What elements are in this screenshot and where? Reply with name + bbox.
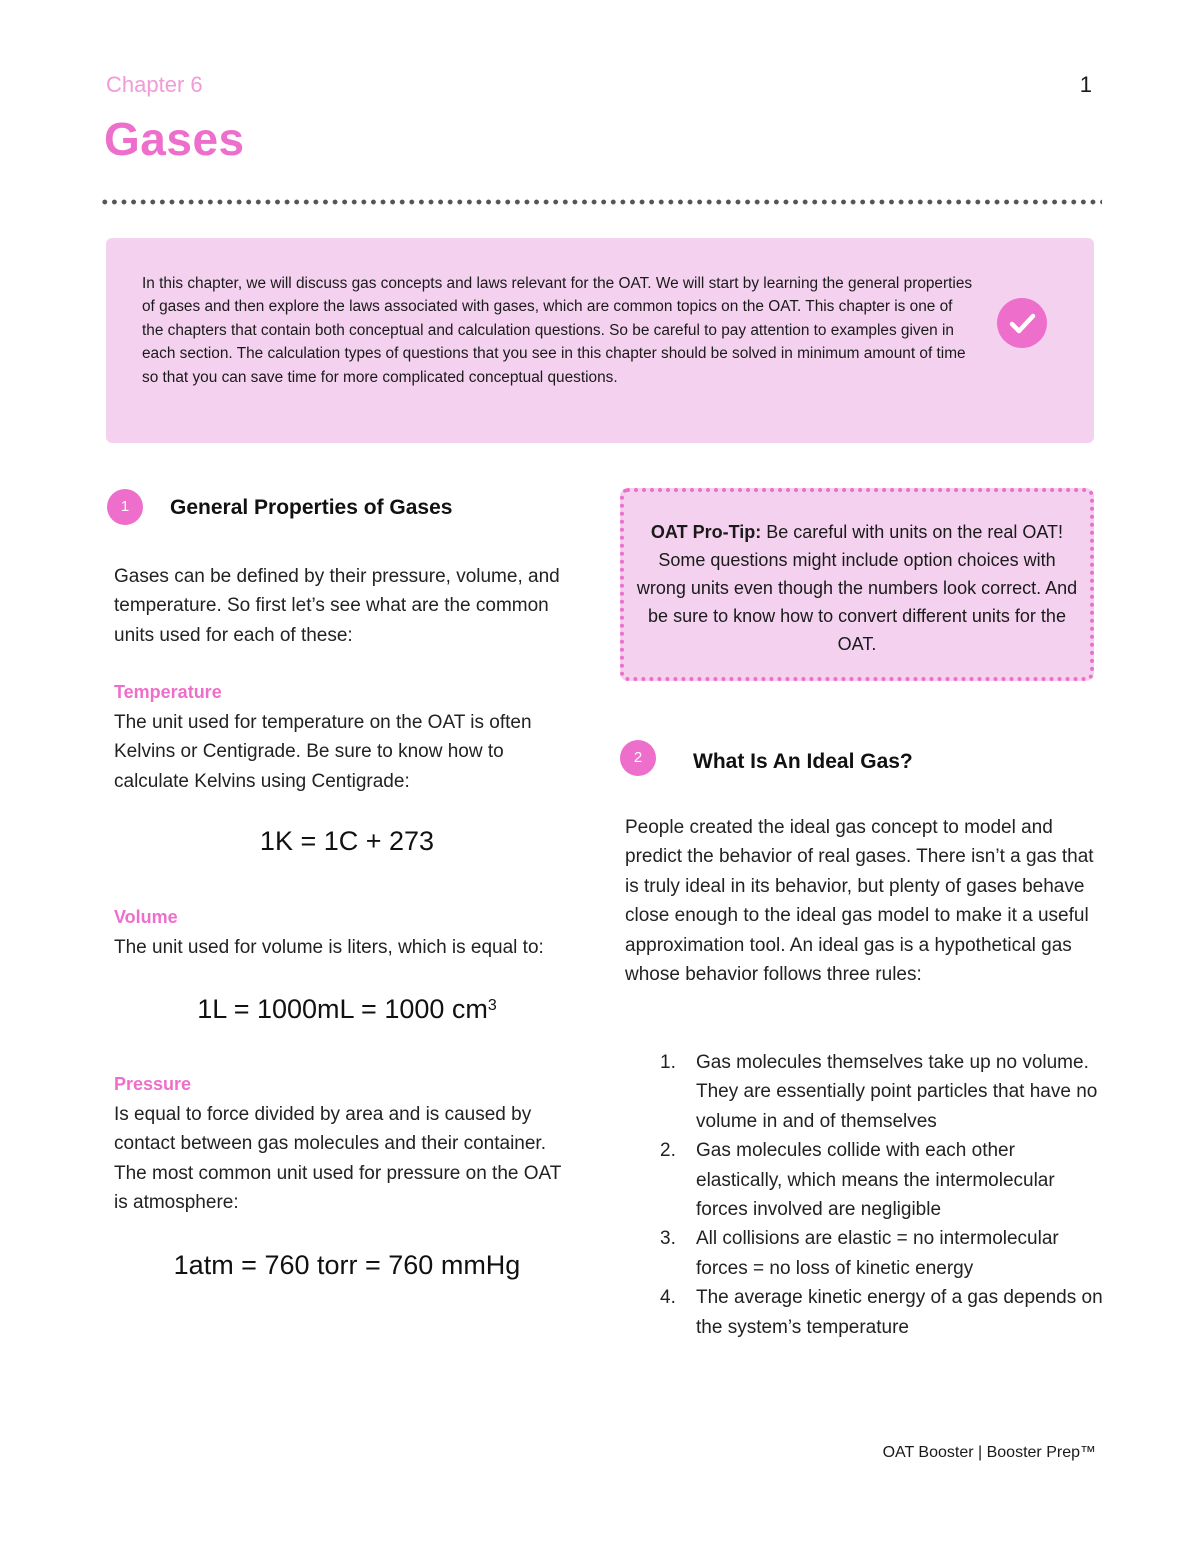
list-item-text: All collisions are elastic = no intermolecular forces = no loss of kinetic energy (696, 1228, 1059, 1279)
intro-box (106, 238, 1094, 443)
list-item-number: 2. (660, 1140, 676, 1162)
page-footer: OAT Booster | Booster Prep™ (882, 1444, 1096, 1461)
section-number-badge: 1 (107, 489, 143, 525)
list-item-number: 1. (660, 1052, 676, 1073)
volume-equation (114, 994, 580, 1025)
chapter-label: Chapter 6 (106, 72, 203, 97)
volume-text: The unit used for volume is liters, which is equal to: (114, 937, 544, 958)
list-item (656, 1283, 1106, 1342)
intro-text: In this chapter, we will discuss gas concepts and laws relevant for the OAT. We will start by learning the general properties of gases and then explore the laws associated with gases, which are common topics on the OAT. This chapter is one of the chapters that contain both conceptual and calculation questions. So be careful to pay attention to examples given in each section. The calculation types of questions that you see in this chapter should be solved in minimum amount of time so that you can save time for more complicated conceptual questions. (142, 275, 973, 386)
check-circle-icon (997, 298, 1047, 348)
list-item-text: The average kinetic energy of a gas depends on the system’s temperature (696, 1287, 1103, 1338)
volume-equation-exponent: 3 (487, 997, 497, 1014)
ideal-gas-rules-list (656, 1048, 1106, 1342)
ideal-gas-intro-text: People created the ideal gas concept to model and predict the behavior of real gases. There isn’t a gas that is truly ideal in its behavior, but plenty of gases behave close enough to the ideal gas model to make it a useful approximation tool. An ideal gas is a hypothetical gas whose behavior follows three rules: (625, 817, 1094, 986)
page-number: 1 (1079, 72, 1092, 97)
pressure-heading: Pressure (114, 1074, 192, 1094)
temperature-text: The unit used for temperature on the OAT is often Kelvins or Centigrade. Be sure to know how to calculate Kelvins using Centigrade: (114, 712, 532, 792)
list-item-text: Gas molecules themselves take up no volume. They are essentially point particles that have no volume in and of themselves (696, 1052, 1098, 1132)
volume-equation-main: 1L = 1000mL = 1000 cm (197, 994, 488, 1024)
list-item (656, 1224, 1106, 1283)
section-number-badge: 2 (620, 740, 656, 776)
page-title: Gases (104, 113, 245, 165)
pressure-text: Is equal to force divided by area and is caused by contact between gas molecules and their container. The most common unit used for pressure on the OAT is atmosphere: (114, 1104, 562, 1214)
list-item-number: 3. (660, 1228, 676, 1250)
list-item (656, 1136, 1106, 1224)
temperature-heading: Temperature (114, 682, 222, 702)
pro-tip-label: OAT Pro-Tip: (650, 522, 762, 542)
section-title: General Properties of Gases (170, 496, 453, 519)
pro-tip-box (620, 488, 1094, 681)
section-intro-text: Gases can be defined by their pressure, volume, and temperature. So first let’s see what are the common units used for each of these: (114, 566, 560, 646)
pressure-equation: 1atm = 760 torr = 760 mmHg (173, 1250, 521, 1280)
pro-tip-text: Be careful with units on the real OAT! Some questions might include option choices with wrong units even though the numbers look correct. And be sure to know how to convert different units for the OAT. (636, 522, 1078, 654)
dotted-divider (100, 199, 1102, 205)
list-item-text: Gas molecules collide with each other elastically, which means the intermolecular forces involved are negligible (696, 1140, 1055, 1221)
list-item (656, 1048, 1106, 1136)
section-title: What Is An Ideal Gas? (693, 750, 913, 773)
volume-heading: Volume (114, 907, 178, 927)
list-item-number: 4. (660, 1287, 676, 1309)
temperature-equation: 1K = 1C + 273 (259, 826, 435, 856)
